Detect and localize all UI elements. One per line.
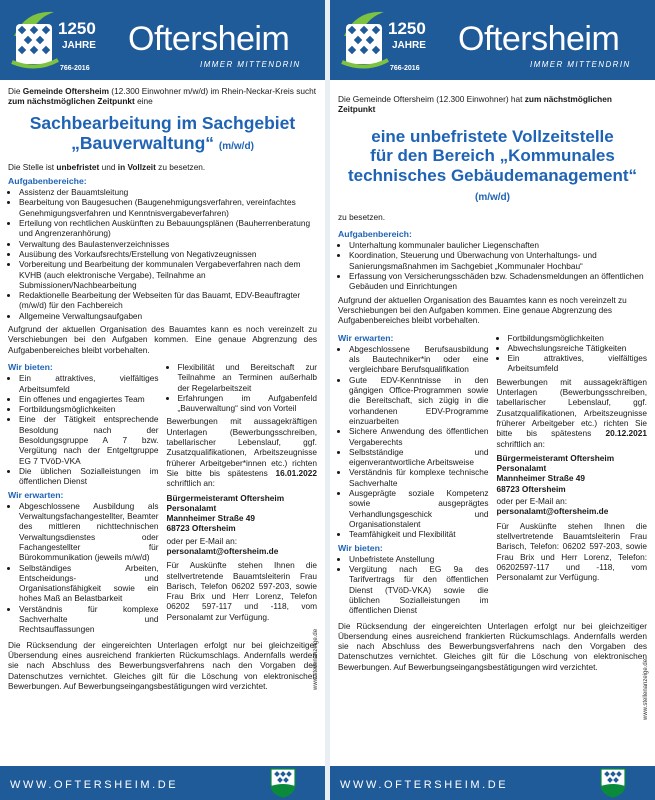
list-item: • Assistenz der Bauamtsleitung — [19, 187, 317, 197]
list-item: • Flexibilität und Bereitschaft zur Teilnahme an Terminen außerhalb der Regelarbeitszeit — [178, 362, 318, 393]
application-instructions: Bewerbungen mit aussagekräftigen Unterlagen (Bewerbungsschreiben, tabellarischer Lebenslauf, ggf. Zusatzqualifikationen, Arbeitszeugnisse früherer Arbeitgeber*innen etc.) richten Sie bitte bis spätestens 16.01.2022 schriftlich an: — [166, 416, 317, 489]
svg-text:766-2016: 766-2016 — [390, 65, 420, 72]
offer-list — [338, 554, 489, 616]
ad-body — [338, 94, 647, 676]
svg-text:JAHRE: JAHRE — [392, 40, 426, 51]
ad-body — [8, 86, 317, 695]
left-column — [8, 359, 159, 638]
intro-text: Die Gemeinde Oftersheim (12.300 Einwohner) hat zum nächstmöglichen Zeitpunkt — [338, 94, 612, 115]
section-heading-wir-erwarten: Wir erwarten: — [338, 332, 394, 343]
contact-info: Für Auskünfte stehen Ihnen die stellvertretende Bauamtsleiterin Frau Barisch, Telefon 06202 597-203, sowie Frau Brix und Herr Lorenz, Telefon 06202 597-117 und -118, vom Personalamt zur Verfügung. — [166, 560, 317, 622]
intro-text: Die Gemeinde Oftersheim (12.300 Einwohner m/w/d) im Rhein-Neckar-Kreis sucht zum nächstmöglichen Zeitpunkt eine — [8, 86, 317, 107]
list-item: • Erfahrungen im Aufgabenfeld „Bauverwaltung“ sind von Vorteil — [178, 393, 318, 414]
section-heading-wir-bieten: Wir bieten: — [338, 542, 383, 553]
left-column — [338, 330, 489, 619]
postal-address: Bürgermeisteramt Oftersheim Personalamt Mannheimer Straße 49 68723 Oftersheim — [496, 452, 615, 494]
application-instructions: Bewerbungen mit aussagekräftigen Unterlagen (Bewerbungsschreiben, tabellarischer Lebenslauf, ggf. Zusatzqualifikationen, Arbeitszeugnisse früherer Arbeitgeber etc.) richten Sie bitte bis spätestens 20.12.2021 schriftlich an: — [496, 376, 647, 449]
list-item: • Abwechslungsreiche Tätigkeiten — [508, 343, 648, 353]
employment-type: zu besetzen. — [338, 211, 386, 222]
list-item: • Unterhaltung kommunaler baulicher Liegenschaften — [349, 240, 647, 250]
list-item: • Selbständiges Arbeiten, Entscheidungs- und Organisationsfähigkeit sowie ein hohes Maß an Belastbarkeit — [19, 563, 159, 604]
postal-address: Bürgermeisteramt Oftersheim Personalamt Mannheimer Straße 49 68723 Oftersheim — [166, 492, 285, 534]
task-list — [338, 240, 647, 291]
list-item: • Ausgeprägte soziale Kompetenz sowie ausgeprägtes Verhandlungsgeschick und Organisationstalent — [349, 488, 489, 529]
coat-of-arms-icon — [600, 768, 626, 798]
tasks-note: Aufgrund der aktuellen Organisation des Bauamtes kann es noch vereinzelt zu Verschiebungen bei den Aufgaben kommen. Eine genaue Abgrenzung des Aufgabenbereiches bleibt vorbehalten. — [8, 324, 317, 355]
requirements-list-continued — [167, 362, 318, 413]
closing-text: Die Rücksendung der eingereichten Unterlagen erfolgt nur bei gleichzeitiger Übersendung eines ausreichend frankierten Rückumschlags. Andernfalls werden sie nach Abschluss des Bewerbungsverfahrens nach den Vorgaben des Datenschutzes vernichtet. Gleiches gilt für die Löschung von elektronischen Bewerbungen. Auf Bewerbungseingangsbestätigungen wird verzichtet. — [8, 639, 317, 691]
list-item: • Ein offenes und engagiertes Team — [19, 394, 159, 404]
svg-text:766-2016: 766-2016 — [60, 65, 90, 72]
website-link[interactable]: WWW.OFTERSHEIM.DE — [340, 779, 509, 791]
list-item: • Erteilung von rechtlichen Auskünften zu Bebauungsplänen (Bauherrenberatung und Angrenzeranhörung) — [19, 218, 317, 239]
list-item: • Ausübung des Vorkaufsrechts/Erstellung von Negativzeugnissen — [19, 249, 317, 259]
offer-list — [8, 373, 159, 486]
requirements-list — [8, 501, 159, 635]
town-tagline: IMMER MITTENDRIN — [530, 60, 631, 69]
section-heading-wir-bieten: Wir bieten: — [8, 361, 53, 372]
two-column-section — [8, 359, 317, 638]
list-item: • Selbstständige und eigenverantwortliche Arbeitsweise — [349, 447, 489, 468]
section-heading-aufgaben: Aufgabenbereiche: — [8, 175, 87, 186]
offer-list-continued — [497, 333, 648, 374]
contact-info: Für Auskünfte stehen Ihnen die stellvertretende Bauamtsleiterin Frau Barisch, Telefon: 06202 597-203, sowie Frau Brix und Herr Lorenz, Telefon: 06202597-117 und -118, vom Personalamt zur Verfügung. — [496, 520, 647, 583]
footer-banner — [330, 766, 655, 800]
list-item: • Koordination, Steuerung und Überwachung von Unterhaltungs- und Sanierungsmaßnahmen im Sachgebiet „Kommunaler Hochbau“ — [349, 250, 647, 271]
email-contact: oder per E-Mail an: personalamt@oftersheim.de — [166, 535, 279, 556]
list-item: • Abgeschlossene Ausbildung als Verwaltungsfachangestellter, Beamter des mittleren nichttechnischen Verwaltungsdienstes oder Fachangestellter für Bürokommunikation (jeweils m/w/d) — [19, 501, 159, 563]
tasks-note: Aufgrund der aktuellen Organisation des Bauamtes kann es noch vereinzelt zu Verschiebungen bei den Aufgaben kommen. Eine genaue Abgrenzung des Aufgabenbereiches bleibt vorbehalten. — [338, 294, 627, 326]
credit-text: www.stellenanzeige.de — [643, 658, 649, 720]
list-item: • Abgeschlossene Berufsausbildung als Bautechniker*in oder eine vergleichbare Berufsqualifikation — [349, 344, 489, 375]
anniversary-logo — [336, 6, 436, 74]
email-contact: oder per E-Mail an: personalamt@oftersheim.de — [496, 496, 609, 517]
email-link[interactable]: personalamt@oftersheim.de — [166, 545, 279, 556]
section-heading-aufgaben: Aufgabenbereich: — [338, 228, 412, 239]
list-item: • Allgemeine Verwaltungsaufgaben — [19, 311, 317, 321]
job-title: Sachbearbeitung im Sachgebiet „Bauverwaltung“ (m/w/d) — [29, 112, 296, 153]
right-column — [167, 359, 318, 638]
list-item: • Die üblichen Sozialleistungen im öffentlichen Dienst — [19, 466, 159, 487]
list-item: • Verständnis für komplexe technische Sachverhalte — [349, 467, 489, 488]
svg-text:1250: 1250 — [58, 19, 96, 38]
task-list — [8, 187, 317, 321]
requirements-list — [338, 344, 489, 540]
header-banner — [0, 0, 325, 80]
email-link[interactable]: personalamt@oftersheim.de — [496, 506, 609, 517]
right-column — [497, 330, 648, 619]
list-item: • Verwaltung des Baulastenverzeichnisses — [19, 239, 317, 249]
credit-text: www.stellenanzeige.de — [313, 628, 319, 690]
svg-text:JAHRE: JAHRE — [62, 40, 96, 51]
anniversary-logo — [6, 6, 106, 74]
job-title: eine unbefristete Vollzeitstelle für den Bereich „Kommunales technisches Gebäudemanagement“ (m/w/d) — [347, 126, 638, 204]
closing-text: Die Rücksendung der eingereichten Unterlagen erfolgt nur bei gleichzeitiger Übersendung eines ausreichend frankierten Rückumschlags. Andernfalls werden sie nach Abschluss des Bewerbungsverfahrens nach den Vorgaben des Datenschutzes vernichtet. Gleiches gilt für die Löschung von elektronischen Bewerbungen. Auf Bewerbungseingangsbestätigungen wird verzichtet. — [338, 620, 647, 672]
job-ad-gebaeudemanagement — [330, 0, 655, 800]
list-item: • Fortbildungsmöglichkeiten — [19, 404, 159, 414]
list-item: • Eine der Tätigkeit entsprechende Besoldung nach der Besoldungsgruppe A 7 bzw. Vergütung nach der Entgeltgruppe EG 7 TVöD-VKA — [19, 414, 159, 465]
list-item: • Bearbeitung von Baugesuchen (Baugenehmigungsverfahren, vereinfachtes Genehmigungsverfahren und Kenntnisvergabeverfahren) — [19, 197, 317, 218]
town-tagline: IMMER MITTENDRIN — [200, 60, 301, 69]
list-item: • Fortbildungsmöglichkeiten — [508, 333, 648, 343]
town-name: Oftersheim — [128, 20, 290, 58]
list-item: • Ein attraktives, vielfältiges Arbeitsumfeld — [19, 373, 159, 394]
list-item: • Vorbereitung und Bearbeitung der kommunalen Vergabeverfahren nach dem KVHB (auch elektronische Vergabe), Teilnahme an Submissionen/Nachbearbeitung — [19, 259, 317, 290]
list-item: • Unbefristete Anstellung — [349, 554, 489, 564]
list-item: • Ein attraktives, vielfältiges Arbeitsumfeld — [508, 353, 648, 374]
footer-banner — [0, 766, 325, 800]
employment-type: Die Stelle ist unbefristet und in Vollzeit zu besetzen. — [8, 161, 206, 172]
website-link[interactable]: WWW.OFTERSHEIM.DE — [10, 779, 179, 791]
town-name: Oftersheim — [458, 20, 620, 58]
two-column-section — [338, 330, 647, 619]
list-item: • Redaktionelle Bearbeitung der Webseiten für das Bauamt, EDV-Beauftragter (m/w/d) für den Fachbereich — [19, 290, 317, 311]
list-item: • Sichere Anwendung des öffentlichen Vergaberechts — [349, 426, 489, 447]
list-item: • Erfassung von Versicherungsschäden bzw. Schadensmeldungen an öffentlichen Gebäuden und Einrichtungen — [349, 271, 647, 292]
svg-text:1250: 1250 — [388, 19, 426, 38]
list-item: • Vergütung nach EG 9a des Tarifvertrags für den öffentlichen Dienst (TVöD-VKA) sowie die üblichen Sozialleistungen im öffentlichen Dienst — [349, 564, 489, 615]
list-item: • Verständnis für komplexe Sachverhalte und Rechtsauffassungen — [19, 604, 159, 635]
coat-of-arms-icon — [270, 768, 296, 798]
header-banner — [330, 0, 655, 80]
list-item: • Teamfähigkeit und Flexibilität — [349, 529, 489, 539]
list-item: • Gute EDV-Kenntnisse in den gängigen Office-Programmen sowie die Bereitschaft, sich zügig in die vorhandenen EDV-Programme einzuarbeiten — [349, 375, 489, 426]
section-heading-wir-erwarten: Wir erwarten: — [8, 489, 64, 500]
job-ad-bauverwaltung — [0, 0, 325, 800]
